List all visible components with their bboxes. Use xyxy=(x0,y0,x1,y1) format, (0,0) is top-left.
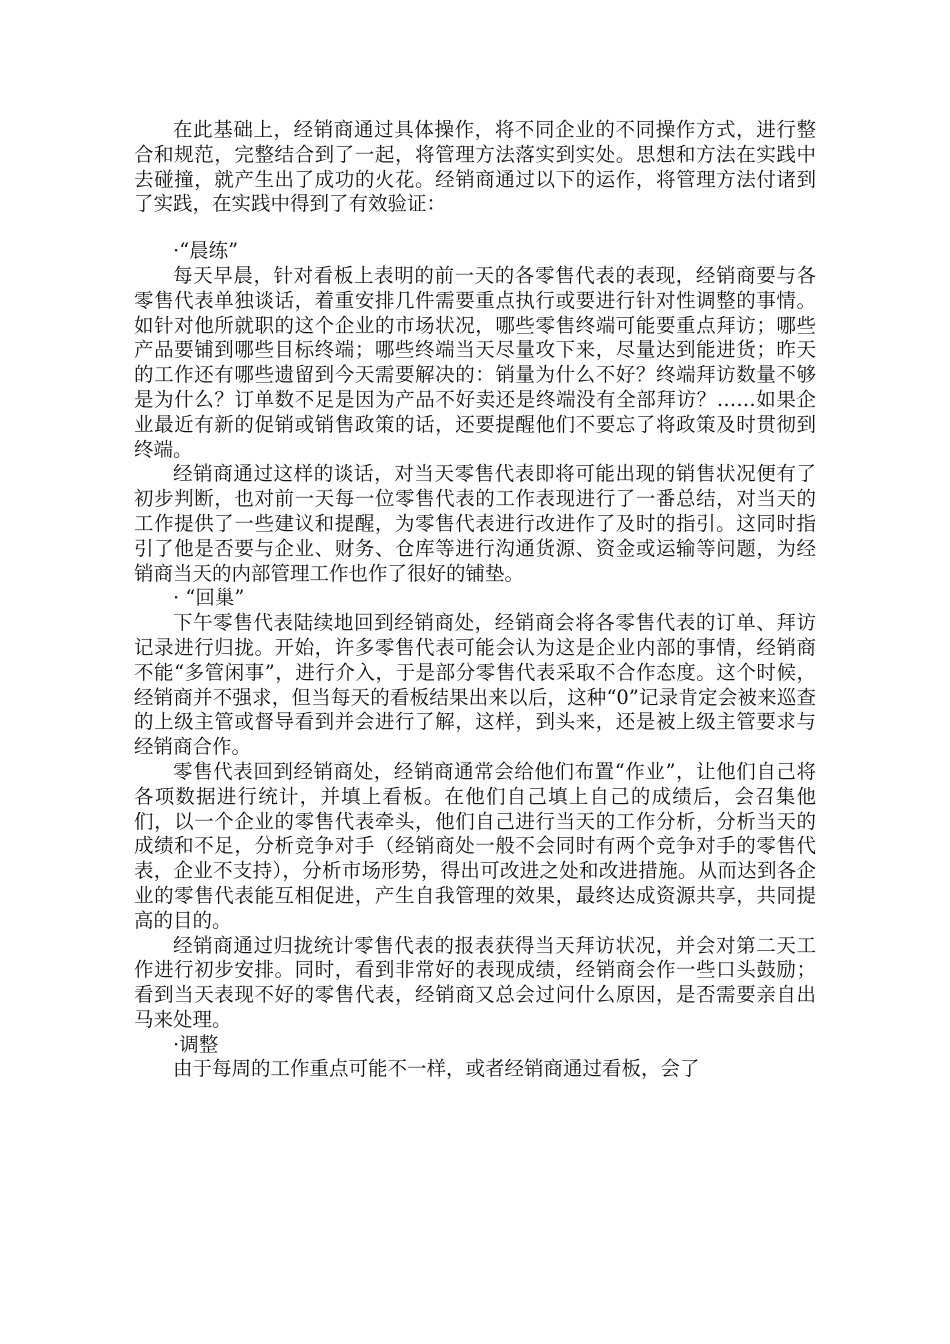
paragraph-morning-drill-1: 每天早晨，针对看板上表明的前一天的各零售代表的表现，经销商要与各零售代表单独谈话，着重安排几件需要重点执行或要进行针对性调整的事情。如针对他所就职的这个企业的市场状况，哪些零售终端可能要重点拜访；哪些产品要铺到哪些目标终端；哪些终端当天尽量攻下来，尽量达到能进货；昨天的工作还有哪些遗留到今天需要解决的：销量为什么不好？终端拜访数量不够是为什么？订单数不足是因为产品不好卖还是终端没有全部拜访？……如果企业最近有新的促销或销售政策的话，还要提醒他们不要忘了将政策及时贯彻到终端。 xyxy=(134,263,816,461)
paragraph-return-1: 下午零售代表陆续地回到经销商处，经销商会将各零售代表的订单、拜访记录进行归拢。开始，许多零售代表可能会认为这是企业内部的事情，经销商不能“多管闲事”，进行介入，于是部分零售代表采取不合作态度。这个时候，经销商并不强求，但当每天的看板结果出来以后，这种“0”记录肯定会被来巡查的上级主管或督导看到并会进行了解，这样，到头来，还是被上级主管要求与经销商合作。 xyxy=(134,611,816,759)
section-heading-return: · “回巢” xyxy=(173,586,245,610)
section-spacer xyxy=(134,217,816,239)
paragraph-intro: 在此基础上，经销商通过具体操作，将不同企业的不同操作方式，进行整合和规范，完整结合到了一起，将管理方法落实到实处。思想和方法在实践中去碰撞，就产生出了成功的火花。经销商通过以下的运作，将管理方法付诸到了实践，在实践中得到了有效验证： xyxy=(134,118,816,216)
section-heading-morning-drill: ·“晨练” xyxy=(173,239,239,263)
paragraph-morning-drill-2: 经销商通过这样的谈话，对当天零售代表即将可能出现的销售状况便有了初步判断，也对前一天每一位零售代表的工作表现进行了一番总结，对当天的工作提供了一些建议和提醒，为零售代表进行改进作了及时的指引。这同时指引了他是否要与企业、财务、仓库等进行沟通货源、资金或运输等问题，为经销商当天的内部管理工作也作了很好的铺垫。 xyxy=(134,462,816,585)
paragraph-return-3: 经销商通过归拢统计零售代表的报表获得当天拜访状况，并会对第二天工作进行初步安排。同时，看到非常好的表现成绩，经销商会作一些口头鼓励；看到当天表现不好的零售代表，经销商又总会过问什么原因，是否需要亲自出马来处理。 xyxy=(134,933,816,1031)
section-heading-adjustment: ·调整 xyxy=(173,1032,219,1056)
paragraph-return-2: 零售代表回到经销商处，经销商通常会给他们布置“作业”，让他们自己将各项数据进行统计，并填上看板。在他们自己填上自己的成绩后，会召集他们，以一个企业的零售代表牵头，他们自己进行当天的工作分析，分析当天的成绩和不足，分析竞争对手（经销商处一般不会同时有两个竞争对手的零售代表，企业不支持），分析市场形势，得出可改进之处和改进措施。从而达到各企业的零售代表能互相促进，产生自我管理的效果，最终达成资源共享，共同提高的目的。 xyxy=(134,759,816,932)
paragraph-adjustment-1: 由于每周的工作重点可能不一样，或者经销商通过看板，会了 xyxy=(173,1057,700,1081)
